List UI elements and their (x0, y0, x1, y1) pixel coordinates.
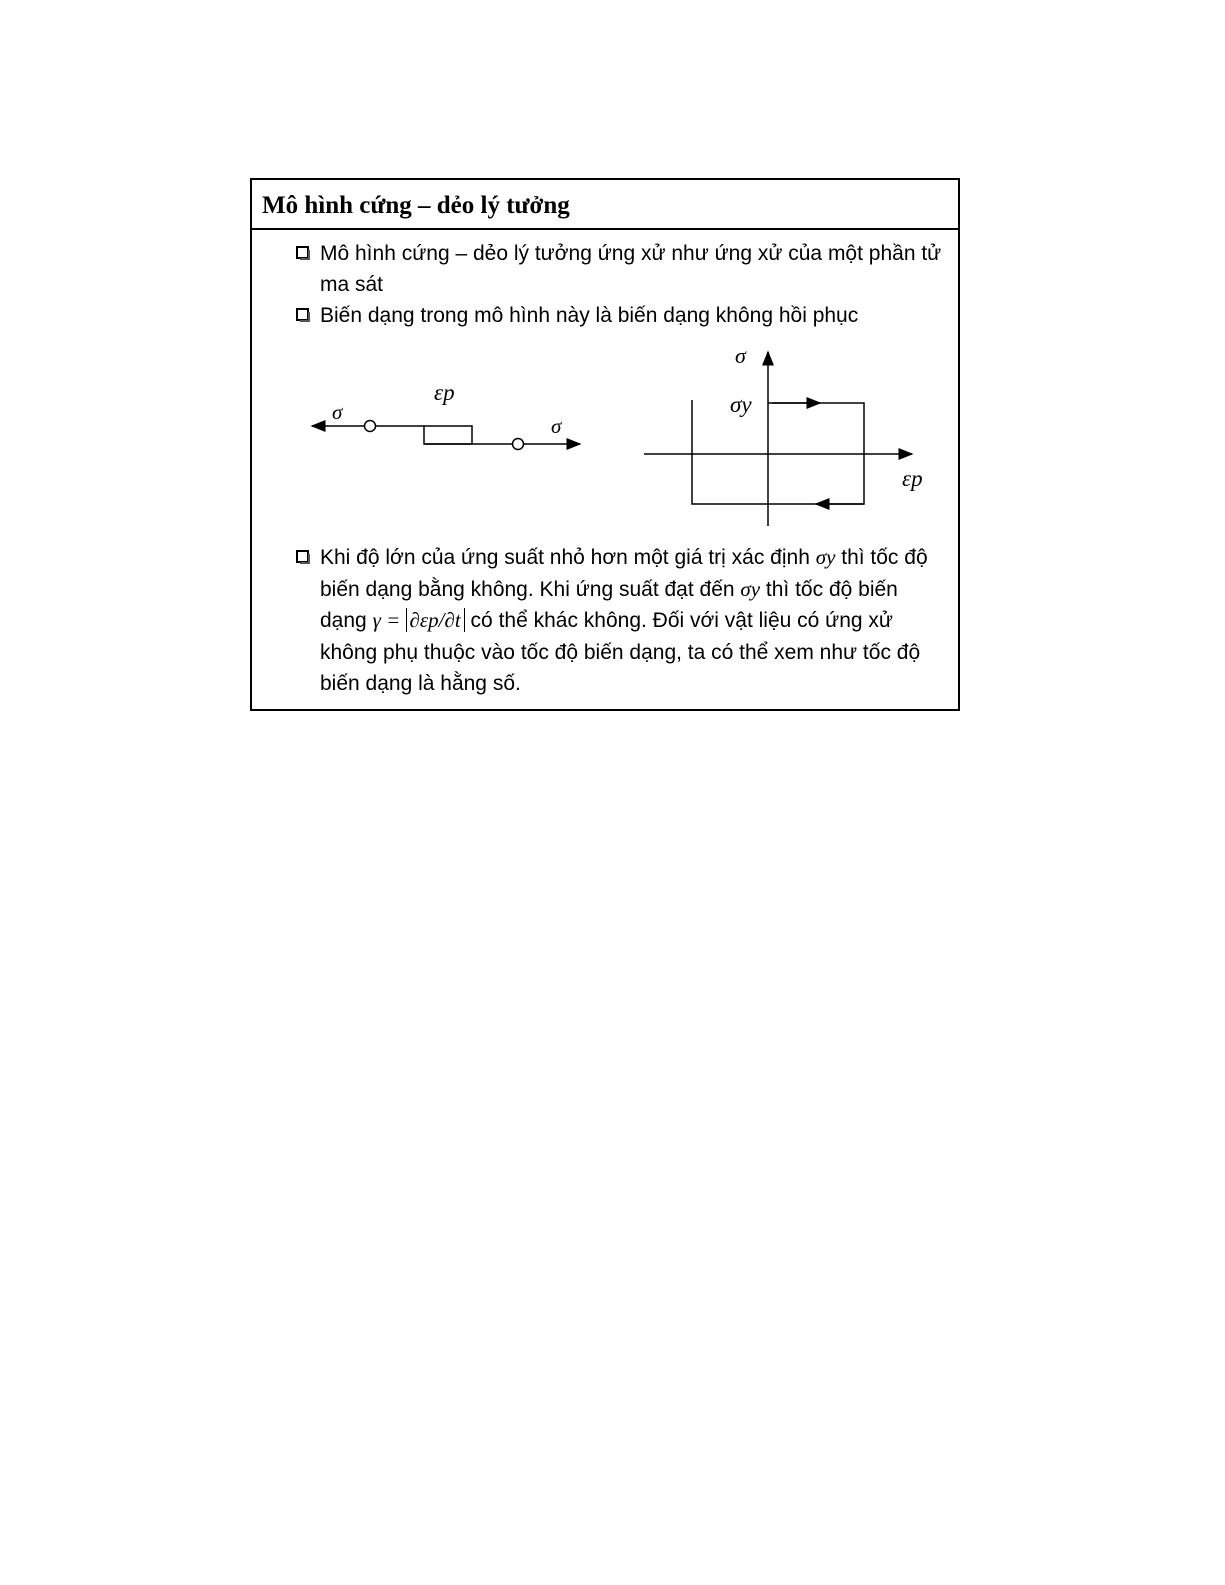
bullet-text: thì tốc độ biến dạng bằng không. Khi ứng suất đạt đến (320, 546, 928, 601)
gamma-symbol: γ = (372, 608, 406, 632)
left-stress-label: σ (332, 400, 343, 424)
left-node (365, 421, 376, 432)
yield-stress-label: σy (730, 392, 752, 417)
slide (250, 178, 960, 711)
right-stress-label: σ (551, 414, 562, 438)
yield-loop (692, 400, 864, 504)
bullet-text: Khi độ lớn của ứng suất nhỏ hơn một giá trị xác định (320, 546, 816, 569)
right-node (513, 439, 524, 450)
bullet-item (294, 542, 944, 700)
bullet-text: Mô hình cứng – dẻo lý tưởng ứng xử như ứng xử của một phần tử ma sát (320, 242, 942, 296)
yield-stress-symbol: σy (815, 545, 836, 569)
bullet-text: thì tốc độ biến dạng (320, 577, 898, 632)
friction-block (424, 426, 472, 444)
slide-title: Mô hình cứng – dẻo lý tưởng (252, 180, 958, 230)
stress-strain-diagram (644, 343, 923, 526)
friction-element-diagram (312, 380, 580, 450)
bullet-text: có thể khác không. Đối với vật liệu có ứng xử không phụ thuộc vào tốc độ biến dạng, ta có thể xem như tốc độ biến dạng là hằng số. (320, 609, 921, 695)
bullet-text: Biến dạng trong mô hình này là biến dạng không hồi phục (320, 304, 859, 327)
y-axis-label: σ (735, 343, 746, 368)
yield-stress-symbol: σy (740, 576, 761, 601)
strain-label: εp (434, 380, 455, 405)
strain-rate-expression: ∂εp/∂t (406, 608, 465, 632)
x-axis-label: εp (902, 466, 923, 491)
checkbox-bullet-icon (296, 550, 309, 563)
